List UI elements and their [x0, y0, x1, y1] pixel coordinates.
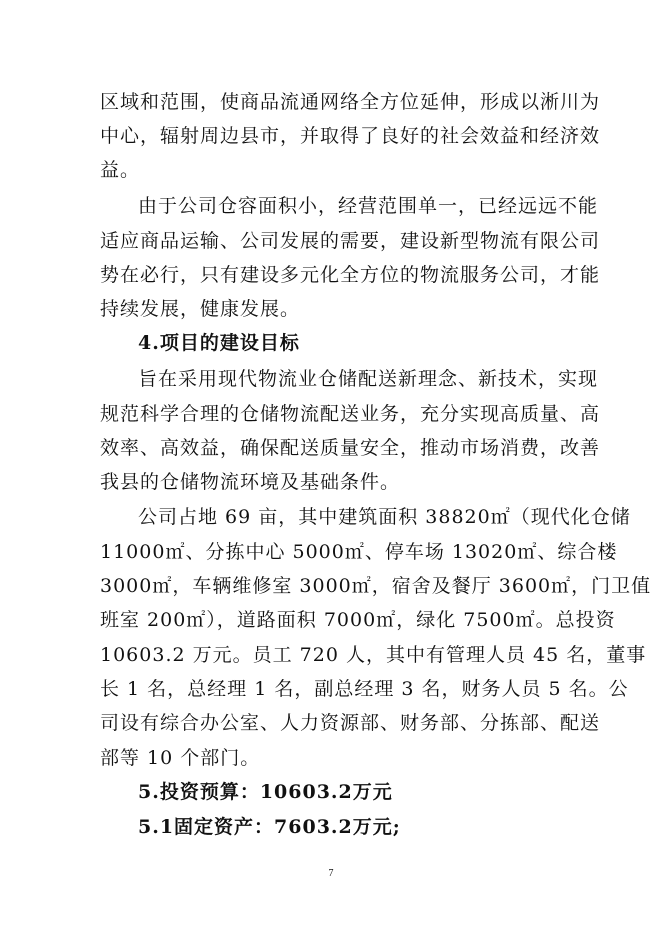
- page-number: 7: [328, 868, 334, 879]
- paragraph-line: 10603.2 万元。员工 720 人，其中有管理人员 45 名，董事: [100, 644, 647, 666]
- paragraph-line: 公司占地 69 亩，其中建筑面积 38820㎡（现代化仓储: [138, 506, 631, 528]
- paragraph-line: 11000㎡、分拣中心 5000㎡、停车场 13020㎡、综合楼: [100, 541, 618, 563]
- paragraph-line: 区域和范围，使商品流通网络全方位延伸，形成以淅川为: [100, 91, 601, 113]
- paragraph-line: 部等 10 个部门。: [100, 747, 261, 769]
- paragraph-line: 我县的仓储物流环境及基础条件。: [100, 471, 401, 493]
- paragraph-line: 势在必行，只有建设多元化全方位的物流服务公司，才能: [100, 264, 601, 286]
- paragraph-line: 益。: [100, 159, 141, 181]
- paragraph-line: 3000㎡，车辆维修室 3000㎡，宿舍及餐厅 3600㎡，门卫值: [100, 575, 652, 597]
- subsection-heading: 5.1固定资产：7603.2万元;: [138, 816, 401, 838]
- paragraph-line: 规范科学合理的仓储物流配送业务，充分实现高质量、高: [100, 403, 601, 425]
- paragraph-line: 班室 200㎡），道路面积 7000㎡，绿化 7500㎡。总投资: [100, 609, 616, 631]
- section-heading: 5.投资预算：10603.2万元: [138, 781, 393, 803]
- paragraph-line: 旨在采用现代物流业仓储配送新理念、新技术，实现: [138, 368, 599, 390]
- paragraph-line: 长 1 名，总经理 1 名，副总经理 3 名，财务人员 5 名。公: [100, 678, 629, 700]
- paragraph-line: 效率、高效益，确保配送质量安全，推动市场消费，改善: [100, 437, 601, 459]
- paragraph-line: 由于公司仓容面积小，经营范围单一，已经远远不能: [138, 195, 599, 217]
- paragraph-line: 中心，辐射周边县市，并取得了良好的社会效益和经济效: [100, 125, 601, 147]
- paragraph-line: 司设有综合办公室、人力资源部、财务部、分拣部、配送: [100, 712, 601, 734]
- paragraph-line: 持续发展，健康发展。: [100, 298, 301, 320]
- section-heading: 4.项目的建设目标: [138, 332, 300, 354]
- paragraph-line: 适应商品运输、公司发展的需要，建设新型物流有限公司: [100, 230, 601, 252]
